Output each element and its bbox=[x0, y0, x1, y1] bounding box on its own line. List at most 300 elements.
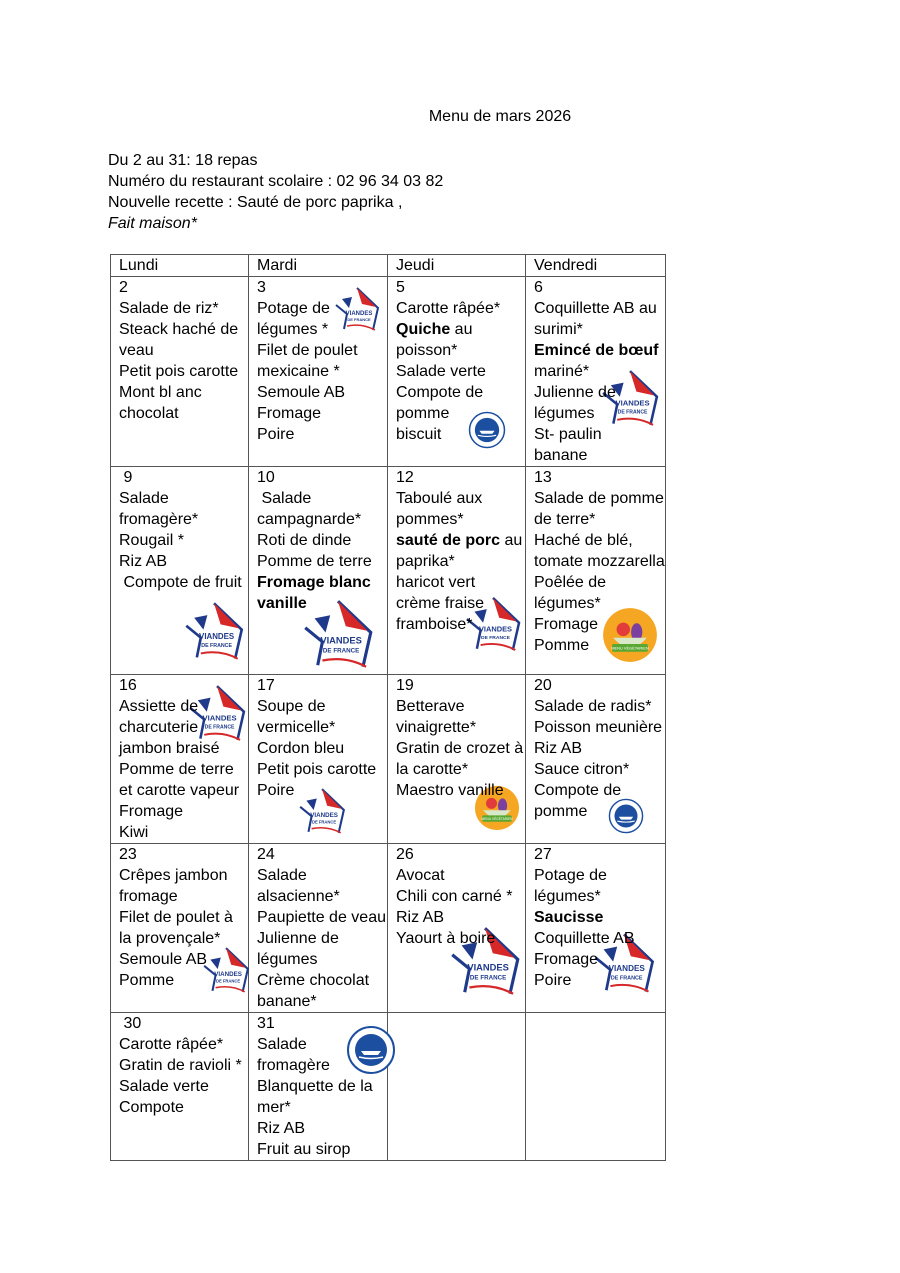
menu-item bbox=[257, 886, 387, 907]
day-cell bbox=[111, 675, 249, 844]
menu-item bbox=[534, 801, 665, 822]
menu-text: Fromage bbox=[534, 616, 599, 633]
menu-text: Semoule AB bbox=[119, 951, 208, 968]
day-cell bbox=[388, 277, 526, 467]
menu-item bbox=[257, 970, 387, 991]
menu-item bbox=[257, 717, 387, 738]
new-recipe: Nouvelle recette : Sauté de porc paprika , bbox=[108, 194, 403, 211]
day-header-vendredi: Vendredi bbox=[526, 255, 666, 277]
day-cell bbox=[526, 467, 666, 675]
menu-text: vermicelle* bbox=[257, 719, 336, 736]
menu-text: 6 bbox=[534, 279, 543, 296]
menu-item bbox=[119, 382, 248, 403]
menu-text: Paupiette de veau bbox=[257, 909, 386, 926]
day-cell bbox=[249, 844, 388, 1013]
menu-text: pomme bbox=[396, 405, 450, 422]
menu-text: Fromage bbox=[534, 951, 599, 968]
menu-item bbox=[396, 759, 525, 780]
menu-item bbox=[119, 319, 248, 340]
svg-text:DE FRANCE: DE FRANCE bbox=[617, 409, 648, 416]
menu-text: 27 bbox=[534, 846, 552, 863]
day-number bbox=[257, 675, 387, 696]
menu-text: légumes* bbox=[534, 595, 601, 612]
menu-text: Compote de bbox=[534, 782, 622, 799]
homemade-note: Fait maison* bbox=[108, 215, 197, 232]
svg-text:VIANDES: VIANDES bbox=[345, 311, 373, 317]
menu-text: la carotte* bbox=[396, 761, 469, 778]
menu-text: chocolat bbox=[119, 405, 179, 422]
menu-text: Poêlée de bbox=[534, 574, 607, 591]
menu-item bbox=[396, 614, 525, 635]
menu-item bbox=[534, 298, 665, 319]
menu-text: Filet de poulet bbox=[257, 342, 358, 359]
menu-item bbox=[119, 696, 248, 717]
day-number bbox=[257, 1013, 387, 1034]
day-number bbox=[396, 675, 525, 696]
menu-item bbox=[534, 551, 665, 572]
menu-text: mer* bbox=[257, 1099, 291, 1116]
menu-text: Salade de riz* bbox=[119, 300, 219, 317]
menu-item bbox=[396, 928, 525, 949]
day-cell bbox=[249, 277, 388, 467]
day-cell bbox=[526, 1013, 666, 1161]
menu-text: Pomme de terre bbox=[119, 761, 234, 778]
menu-text: Salade verte bbox=[119, 1078, 209, 1095]
menu-text: légumes * bbox=[257, 321, 329, 338]
menu-text: 31 bbox=[257, 1015, 275, 1032]
menu-text: St- paulin bbox=[534, 426, 602, 443]
menu-text: 10 bbox=[257, 469, 275, 486]
menu-text: Mont bl anc bbox=[119, 384, 202, 401]
menu-text: Riz AB bbox=[119, 553, 168, 570]
menu-text: mariné* bbox=[534, 363, 590, 380]
svg-text:DE FRANCE: DE FRANCE bbox=[322, 647, 360, 655]
menu-text: Petit pois carotte bbox=[119, 363, 239, 380]
menu-item bbox=[396, 382, 525, 403]
menu-item bbox=[119, 759, 248, 780]
menu-text: Pomme bbox=[119, 972, 175, 989]
menu-item bbox=[534, 717, 665, 738]
meal-count: Du 2 au 31: 18 repas bbox=[108, 152, 258, 169]
menu-item bbox=[534, 759, 665, 780]
menu-text: fromage bbox=[119, 888, 178, 905]
svg-text:VIANDES: VIANDES bbox=[199, 631, 235, 641]
menu-item bbox=[257, 1034, 387, 1055]
menu-text: Chili con carné * bbox=[396, 888, 513, 905]
svg-text:VIANDES: VIANDES bbox=[478, 624, 513, 634]
menu-text: mexicaine * bbox=[257, 363, 340, 380]
menu-text: 12 bbox=[396, 469, 414, 486]
menu-item bbox=[257, 572, 387, 593]
menu-item bbox=[396, 696, 525, 717]
svg-text:DE FRANCE: DE FRANCE bbox=[347, 317, 371, 322]
menu-text: Potage de bbox=[257, 300, 330, 317]
menu-text: Salade bbox=[119, 490, 169, 507]
menu-text: au bbox=[500, 532, 523, 549]
day-number bbox=[119, 675, 248, 696]
day-cell bbox=[526, 277, 666, 467]
menu-text: Avocat bbox=[396, 867, 445, 884]
menu-item bbox=[257, 382, 387, 403]
restaurant-phone: Numéro du restaurant scolaire : 02 96 34 03 82 bbox=[108, 173, 444, 190]
menu-item bbox=[257, 780, 387, 801]
day-number bbox=[396, 467, 525, 488]
menu-text: 3 bbox=[257, 279, 266, 296]
menu-item bbox=[534, 614, 665, 635]
menu-item bbox=[396, 298, 525, 319]
menu-item bbox=[257, 1139, 387, 1160]
menu-text: Compote bbox=[119, 1099, 184, 1116]
menu-item bbox=[257, 298, 387, 319]
day-cell bbox=[388, 467, 526, 675]
menu-item bbox=[119, 509, 248, 530]
menu-text: 17 bbox=[257, 677, 275, 694]
menu-item bbox=[534, 424, 665, 445]
menu-text: Fromage blanc bbox=[257, 574, 371, 591]
menu-item bbox=[396, 340, 525, 361]
svg-text:MENU VÉGÉTARIEN: MENU VÉGÉTARIEN bbox=[611, 645, 649, 651]
menu-item bbox=[396, 551, 525, 572]
menu-text: Riz AB bbox=[534, 740, 583, 757]
menu-item bbox=[257, 865, 387, 886]
svg-text:MENU VÉGÉTARIEN: MENU VÉGÉTARIEN bbox=[481, 816, 513, 821]
week-row bbox=[111, 277, 666, 467]
menu-text: Coquillette AB au bbox=[534, 300, 657, 317]
menu-text: Poisson meunière bbox=[534, 719, 663, 736]
menu-text: 2 bbox=[119, 279, 128, 296]
menu-item bbox=[257, 907, 387, 928]
day-cell bbox=[111, 1013, 249, 1161]
menu-text: Salade bbox=[257, 1036, 307, 1053]
menu-text: Gratin de crozet à bbox=[396, 740, 524, 757]
day-cell bbox=[526, 844, 666, 1013]
menu-item bbox=[257, 319, 387, 340]
svg-text:DE FRANCE: DE FRANCE bbox=[610, 975, 643, 982]
menu-item bbox=[119, 551, 248, 572]
menu-item bbox=[534, 738, 665, 759]
menu-item bbox=[396, 886, 525, 907]
day-number bbox=[257, 277, 387, 298]
menu-item bbox=[119, 530, 248, 551]
menu-text: Salade de pomme bbox=[534, 490, 664, 507]
menu-item bbox=[119, 1097, 248, 1118]
menu-item bbox=[396, 488, 525, 509]
menu-item bbox=[396, 907, 525, 928]
menu-text: 19 bbox=[396, 677, 414, 694]
menu-text: framboise* bbox=[396, 616, 473, 633]
menu-item bbox=[119, 298, 248, 319]
menu-item bbox=[119, 1076, 248, 1097]
menu-item bbox=[119, 738, 248, 759]
day-cell bbox=[111, 844, 249, 1013]
menu-item bbox=[396, 717, 525, 738]
menu-item bbox=[257, 949, 387, 970]
menu-item bbox=[534, 696, 665, 717]
menu-text: Compote de bbox=[396, 384, 484, 401]
menu-item bbox=[257, 551, 387, 572]
menu-text: poisson* bbox=[396, 342, 458, 359]
svg-text:DE FRANCE: DE FRANCE bbox=[311, 819, 337, 825]
menu-item bbox=[119, 340, 248, 361]
menu-item bbox=[534, 928, 665, 949]
menu-item bbox=[257, 759, 387, 780]
menu-text: Pomme de terre bbox=[257, 553, 372, 570]
menu-text: Fromage bbox=[119, 803, 184, 820]
menu-item bbox=[257, 488, 387, 509]
day-cell bbox=[249, 467, 388, 675]
menu-text: 23 bbox=[119, 846, 137, 863]
menu-text: Petit pois carotte bbox=[257, 761, 377, 778]
day-number bbox=[534, 844, 665, 865]
menu-item bbox=[396, 738, 525, 759]
menu-item bbox=[534, 970, 665, 991]
menu-item bbox=[257, 340, 387, 361]
day-cell bbox=[526, 675, 666, 844]
menu-item bbox=[534, 780, 665, 801]
menu-text: Salade bbox=[257, 867, 307, 884]
menu-text: 24 bbox=[257, 846, 275, 863]
day-number bbox=[534, 675, 665, 696]
menu-text: Julienne de bbox=[534, 384, 616, 401]
menu-text: surimi* bbox=[534, 321, 583, 338]
menu-text: sauté de porc bbox=[396, 532, 501, 549]
menu-item bbox=[257, 1097, 387, 1118]
menu-item bbox=[534, 382, 665, 403]
week-row bbox=[111, 844, 666, 1013]
menu-text: haricot vert bbox=[396, 574, 476, 591]
menu-item bbox=[119, 1055, 248, 1076]
menu-item bbox=[534, 907, 665, 928]
menu-text: la provençale* bbox=[119, 930, 221, 947]
menu-text: Fruit au sirop bbox=[257, 1141, 351, 1158]
day-number bbox=[119, 467, 248, 488]
menu-text: Poire bbox=[257, 426, 295, 443]
menu-item bbox=[257, 530, 387, 551]
day-cell bbox=[388, 844, 526, 1013]
menu-text: au bbox=[450, 321, 473, 338]
menu-table bbox=[110, 254, 666, 1161]
menu-item bbox=[396, 865, 525, 886]
menu-item bbox=[396, 530, 525, 551]
menu-text: Crème chocolat bbox=[257, 972, 370, 989]
svg-text:DE FRANCE: DE FRANCE bbox=[469, 974, 507, 982]
menu-item bbox=[257, 696, 387, 717]
menu-item bbox=[534, 949, 665, 970]
menu-text: Sauce citron* bbox=[534, 761, 630, 778]
menu-item bbox=[257, 738, 387, 759]
menu-item bbox=[534, 319, 665, 340]
menu-text: banane bbox=[534, 447, 588, 464]
menu-item bbox=[534, 593, 665, 614]
menu-text: 5 bbox=[396, 279, 405, 296]
menu-text: Poire bbox=[257, 782, 295, 799]
day-header-jeudi: Jeudi bbox=[388, 255, 526, 277]
menu-item bbox=[119, 717, 248, 738]
menu-text: Filet de poulet à bbox=[119, 909, 233, 926]
day-header-lundi: Lundi bbox=[111, 255, 249, 277]
day-header-mardi: Mardi bbox=[249, 255, 388, 277]
menu-text: charcuterie bbox=[119, 719, 199, 736]
menu-text: Fromage bbox=[257, 405, 322, 422]
menu-text: paprika* bbox=[396, 553, 455, 570]
menu-text: campagnarde* bbox=[257, 511, 362, 528]
menu-text: biscuit bbox=[396, 426, 442, 443]
menu-text: 9 bbox=[119, 469, 133, 486]
menu-item bbox=[119, 886, 248, 907]
day-number bbox=[119, 1013, 248, 1034]
menu-item bbox=[257, 1055, 387, 1076]
menu-item bbox=[396, 572, 525, 593]
menu-text: Salade verte bbox=[396, 363, 486, 380]
menu-text: fromagère* bbox=[119, 511, 199, 528]
menu-item bbox=[119, 801, 248, 822]
menu-text: fromagère bbox=[257, 1057, 330, 1074]
menu-text: Betterave bbox=[396, 698, 465, 715]
menu-item bbox=[396, 424, 525, 445]
menu-text: Saucisse bbox=[534, 909, 604, 926]
menu-text: de terre* bbox=[534, 511, 596, 528]
menu-text: vinaigrette* bbox=[396, 719, 477, 736]
svg-text:DE FRANCE: DE FRANCE bbox=[204, 724, 235, 731]
menu-item bbox=[396, 361, 525, 382]
menu-item bbox=[257, 1118, 387, 1139]
menu-item bbox=[534, 530, 665, 551]
menu-item bbox=[119, 928, 248, 949]
menu-text: et carotte vapeur bbox=[119, 782, 240, 799]
menu-item bbox=[119, 403, 248, 424]
menu-text: 20 bbox=[534, 677, 552, 694]
day-cell bbox=[111, 277, 249, 467]
menu-item bbox=[534, 635, 665, 656]
menu-item bbox=[119, 822, 248, 843]
menu-item bbox=[534, 340, 665, 361]
week-row bbox=[111, 1013, 666, 1161]
menu-item bbox=[396, 319, 525, 340]
menu-text: Salade de radis* bbox=[534, 698, 652, 715]
menu-item bbox=[534, 445, 665, 466]
menu-item bbox=[119, 488, 248, 509]
menu-text: légumes* bbox=[534, 888, 601, 905]
menu-text: Roti de dinde bbox=[257, 532, 352, 549]
menu-text: banane* bbox=[257, 993, 317, 1010]
day-number bbox=[396, 844, 525, 865]
menu-text: légumes bbox=[534, 405, 595, 422]
menu-item bbox=[396, 509, 525, 530]
menu-item bbox=[119, 780, 248, 801]
header-row bbox=[111, 255, 666, 277]
menu-item bbox=[534, 361, 665, 382]
week-row bbox=[111, 675, 666, 844]
menu-text: veau bbox=[119, 342, 154, 359]
day-number bbox=[396, 277, 525, 298]
menu-text: légumes bbox=[257, 951, 318, 968]
menu-text: crème fraise bbox=[396, 595, 485, 612]
menu-item bbox=[257, 593, 387, 614]
menu-item bbox=[534, 572, 665, 593]
day-cell bbox=[111, 467, 249, 675]
menu-text: Taboulé aux bbox=[396, 490, 483, 507]
menu-text: Quiche bbox=[396, 321, 451, 338]
menu-text: 16 bbox=[119, 677, 137, 694]
menu-text: Semoule AB bbox=[257, 384, 346, 401]
menu-item bbox=[257, 1076, 387, 1097]
menu-text: Pomme bbox=[534, 637, 590, 654]
day-number bbox=[257, 844, 387, 865]
menu-item bbox=[257, 991, 387, 1012]
menu-text: Crêpes jambon bbox=[119, 867, 228, 884]
menu-item bbox=[257, 424, 387, 445]
menu-text: 26 bbox=[396, 846, 414, 863]
menu-item bbox=[119, 865, 248, 886]
menu-text: Coquillette AB bbox=[534, 930, 635, 947]
menu-text: Riz AB bbox=[396, 909, 445, 926]
menu-text: Gratin de ravioli * bbox=[119, 1057, 242, 1074]
menu-item bbox=[119, 572, 248, 593]
day-number bbox=[119, 277, 248, 298]
svg-text:VIANDES: VIANDES bbox=[608, 964, 645, 974]
menu-text: Yaourt à boire bbox=[396, 930, 496, 947]
menu-text: Riz AB bbox=[257, 1120, 306, 1137]
menu-item bbox=[257, 928, 387, 949]
menu-item bbox=[534, 509, 665, 530]
day-cell bbox=[249, 1013, 388, 1161]
menu-item bbox=[396, 403, 525, 424]
menu-text: 30 bbox=[119, 1015, 142, 1032]
menu-text: 13 bbox=[534, 469, 552, 486]
intro-block bbox=[108, 150, 443, 234]
day-number bbox=[257, 467, 387, 488]
menu-text: alsacienne* bbox=[257, 888, 340, 905]
menu-item bbox=[534, 865, 665, 886]
menu-text: Salade bbox=[257, 490, 312, 507]
menu-text: Rougail * bbox=[119, 532, 184, 549]
menu-item bbox=[257, 509, 387, 530]
svg-text:VIANDES: VIANDES bbox=[615, 398, 650, 408]
menu-text: Carotte râpée* bbox=[119, 1036, 224, 1053]
menu-item bbox=[119, 361, 248, 382]
svg-text:DE FRANCE: DE FRANCE bbox=[215, 978, 241, 984]
menu-text: Compote de fruit bbox=[119, 574, 242, 591]
menu-text: pommes* bbox=[396, 511, 464, 528]
menu-text: jambon braisé bbox=[119, 740, 220, 757]
day-cell bbox=[249, 675, 388, 844]
menu-text: pomme bbox=[534, 803, 588, 820]
menu-item bbox=[257, 361, 387, 382]
menu-item bbox=[534, 403, 665, 424]
day-number bbox=[119, 844, 248, 865]
svg-text:VIANDES: VIANDES bbox=[467, 962, 509, 973]
day-number bbox=[534, 467, 665, 488]
svg-text:VIANDES: VIANDES bbox=[214, 971, 242, 979]
menu-text: Emincé de bœuf bbox=[534, 342, 659, 359]
svg-text:VIANDES: VIANDES bbox=[310, 812, 338, 820]
day-cell bbox=[388, 1013, 526, 1161]
menu-text: Potage de bbox=[534, 867, 607, 884]
menu-item bbox=[534, 886, 665, 907]
menu-text: Carotte râpée* bbox=[396, 300, 501, 317]
week-row bbox=[111, 467, 666, 675]
svg-text:VIANDES: VIANDES bbox=[320, 635, 362, 646]
menu-text: tomate mozzarella bbox=[534, 553, 665, 570]
menu-item bbox=[119, 970, 248, 991]
svg-text:VIANDES: VIANDES bbox=[202, 713, 237, 723]
menu-text: Julienne de bbox=[257, 930, 339, 947]
menu-item bbox=[534, 488, 665, 509]
menu-item bbox=[396, 780, 525, 801]
viandes-de-france-logo-icon bbox=[181, 598, 247, 664]
menu-text: Maestro vanille bbox=[396, 782, 504, 799]
svg-text:DE FRANCE: DE FRANCE bbox=[201, 642, 232, 649]
